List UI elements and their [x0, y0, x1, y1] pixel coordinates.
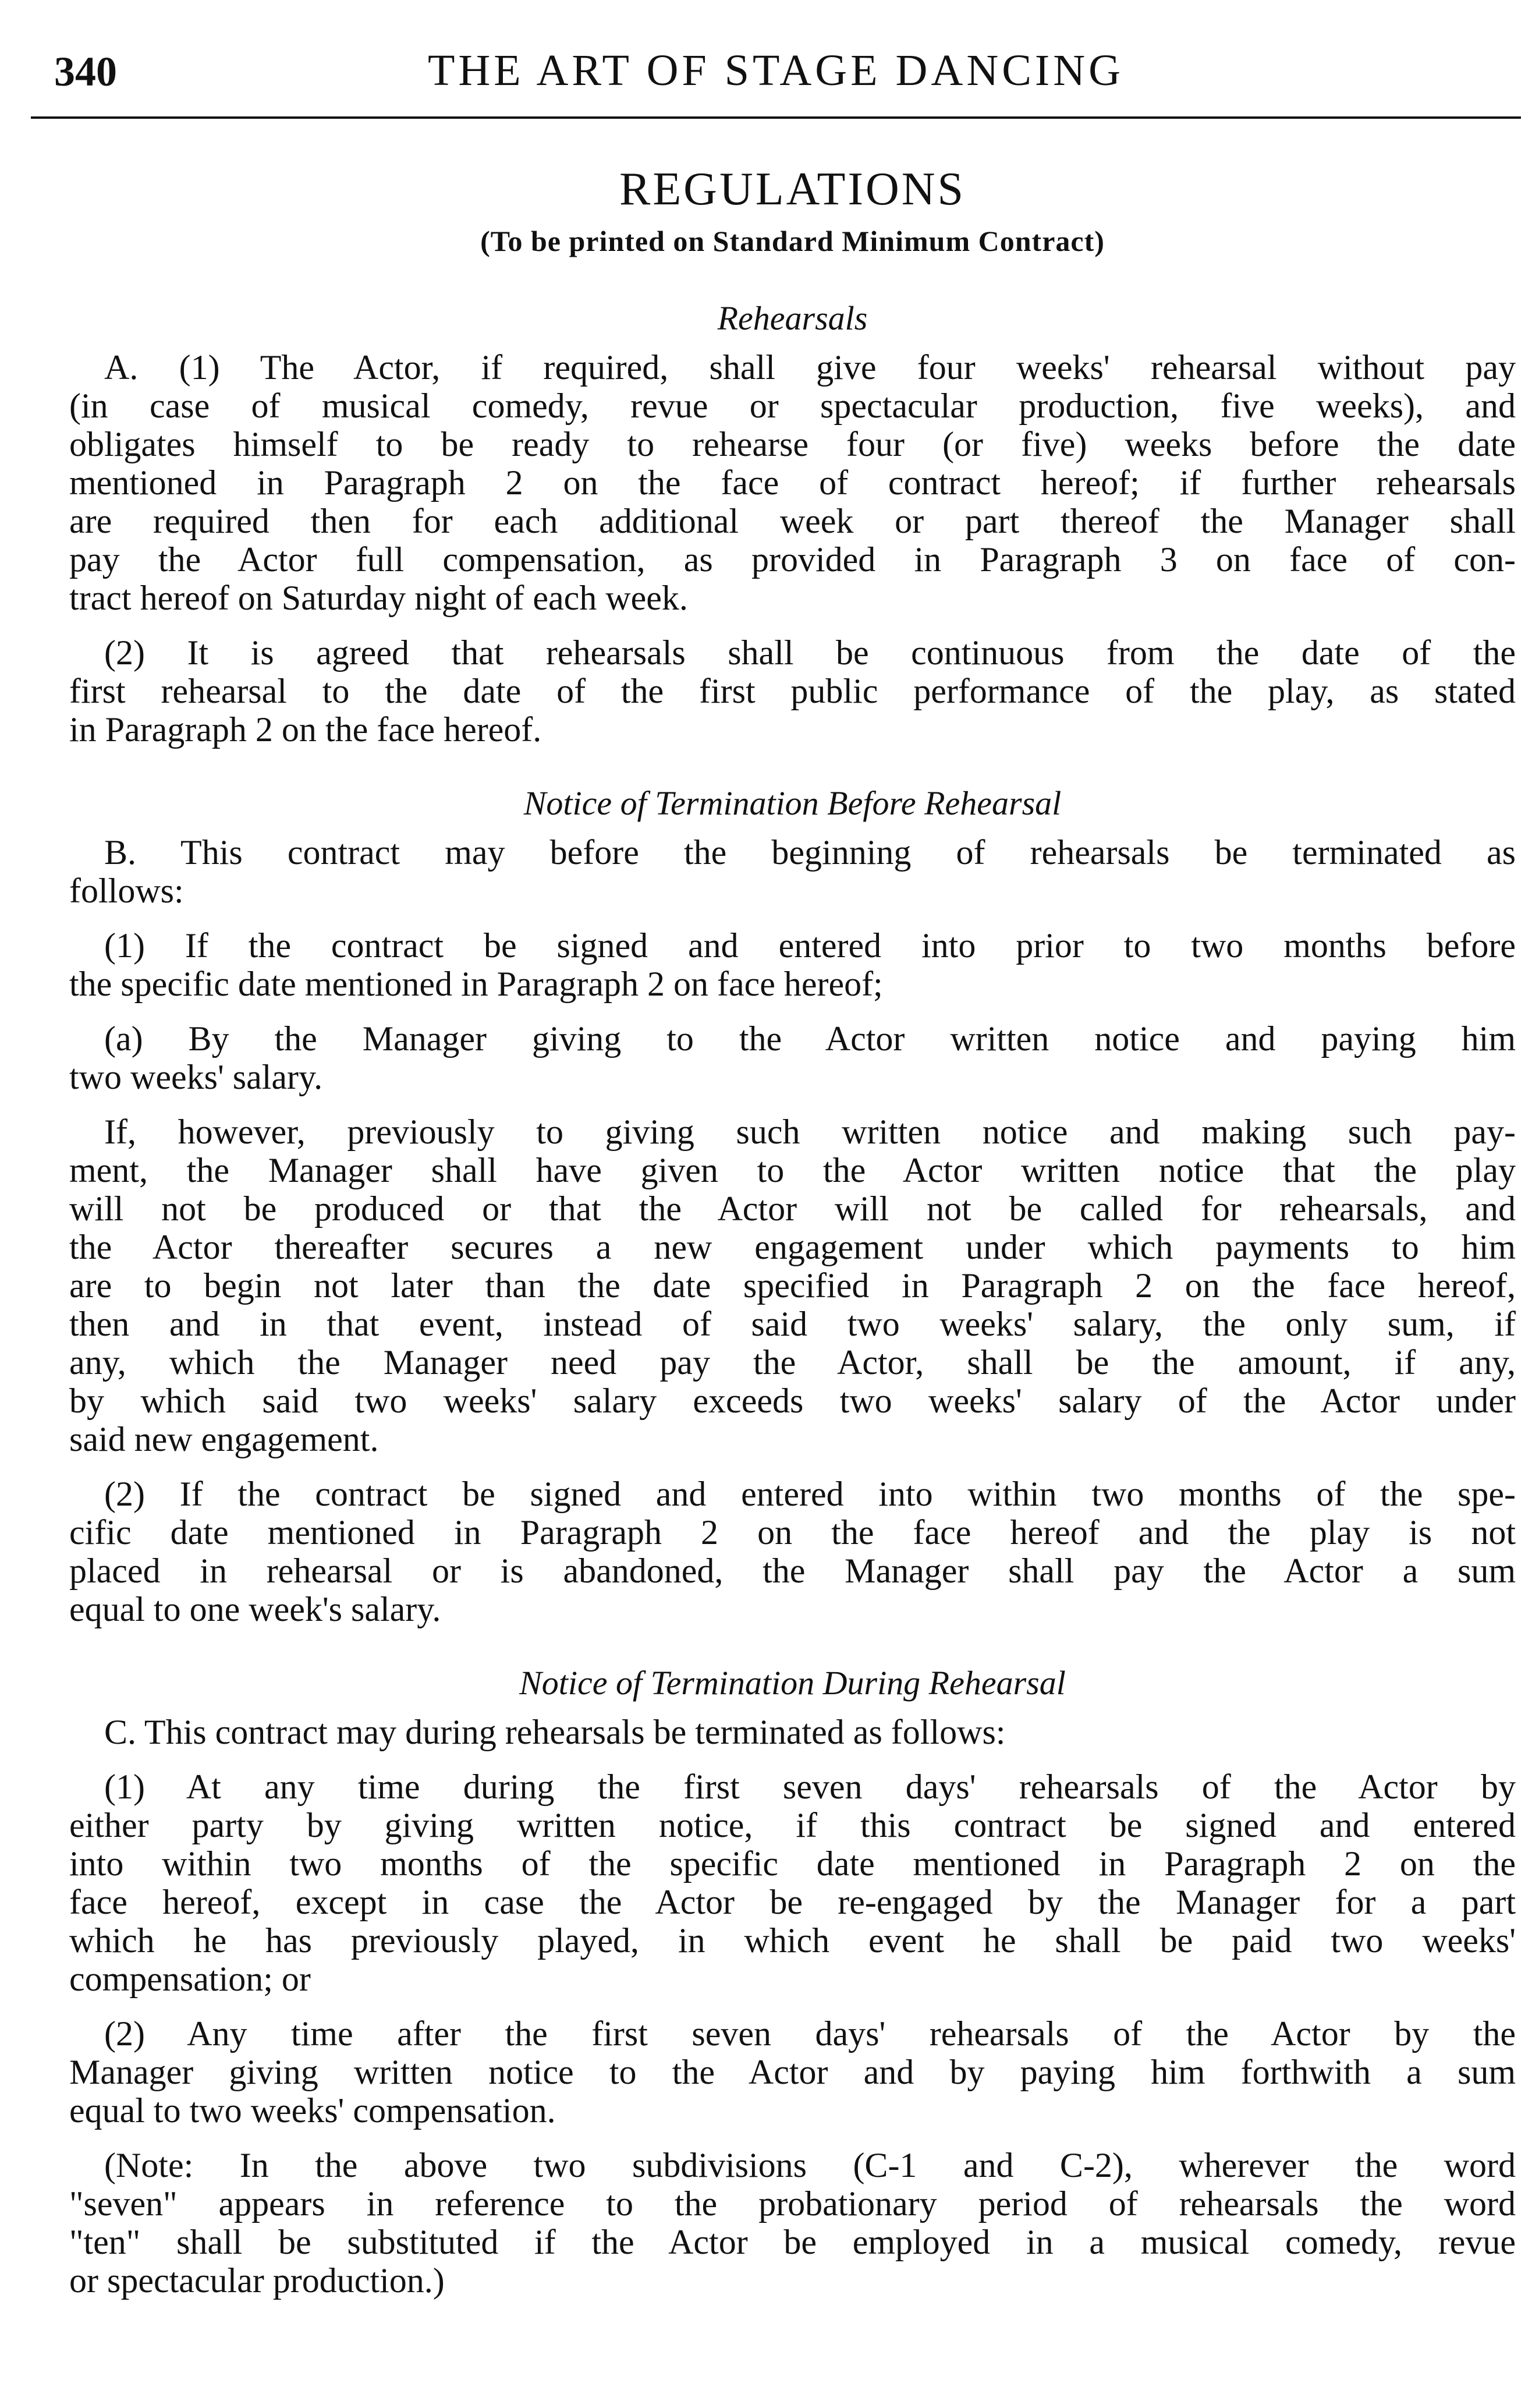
text-line: then and in that event, instead of said two weeks' salary, the only sum, if [69, 1305, 1516, 1343]
text-line: (in case of musical comedy, revue or spectacular production, five weeks), and [69, 387, 1516, 425]
text-line: If, however, previously to giving such written notice and making such pay- [104, 1113, 1516, 1151]
header-rule [31, 116, 1521, 119]
page-subtitle: (To be printed on Standard Minimum Contract) [480, 225, 1105, 257]
sections-container [69, 299, 1516, 2300]
text-line: (1) At any time during the first seven days' rehearsals of the Actor by [104, 1768, 1516, 1806]
text-line: placed in rehearsal or is abandoned, the Manager shall pay the Actor a sum [69, 1552, 1516, 1590]
text-line: the specific date mentioned in Paragraph 2 on face hereof; [69, 965, 883, 1003]
text-line: will not be produced or that the Actor will not be called for rehearsals, and [69, 1189, 1516, 1228]
text-line: the Actor thereafter secures a new engagement under which payments to him [69, 1228, 1516, 1266]
page-number: 340 [54, 48, 117, 95]
text-line: (2) It is agreed that rehearsals shall be continuous from the date of the [104, 633, 1516, 672]
text-line: said new engagement. [69, 1420, 379, 1458]
text-line: A. (1) The Actor, if required, shall give four weeks' rehearsal without pay [104, 348, 1516, 387]
page-title: REGULATIONS [619, 164, 966, 215]
text-line: obligates himself to be ready to rehearse four (or five) weeks before the date [69, 425, 1516, 463]
text-line: "seven" appears in reference to the probationary period of rehearsals the word [69, 2184, 1516, 2223]
section-heading: Notice of Termination Before Rehearsal [523, 784, 1062, 822]
paragraph [69, 348, 1516, 617]
text-line: (1) If the contract be signed and entered into prior to two months before [104, 926, 1516, 965]
paragraph [69, 633, 1516, 749]
text-line: are required then for each additional week or part thereof the Manager shall [69, 502, 1516, 540]
text-line: mentioned in Paragraph 2 on the face of contract hereof; if further rehearsals [69, 463, 1516, 502]
text-line: first rehearsal to the date of the first public performance of the play, as stated [69, 672, 1516, 710]
section-heading: Notice of Termination During Rehearsal [519, 1664, 1066, 1702]
text-line: tract hereof on Saturday night of each week. [69, 579, 688, 617]
text-line: pay the Actor full compensation, as provided in Paragraph 3 on face of con- [69, 540, 1516, 579]
text-line: in Paragraph 2 on the face hereof. [69, 710, 542, 749]
text-line: by which said two weeks' salary exceeds two weeks' salary of the Actor under [69, 1382, 1516, 1420]
text-line: or spectacular production.) [69, 2261, 445, 2300]
paragraph [69, 1475, 1516, 1628]
text-line: follows: [69, 872, 184, 910]
page-body [69, 163, 1516, 2335]
paragraph [69, 1768, 1516, 1998]
page-header [31, 35, 1521, 116]
running-title: THE ART OF STAGE DANCING [428, 46, 1124, 95]
text-line: face hereof, except in case the Actor be re-engaged by the Manager for a part [69, 1883, 1516, 1921]
text-line: two weeks' salary. [69, 1058, 323, 1096]
text-line: Manager giving written notice to the Actor and by paying him forthwith a sum [69, 2053, 1516, 2091]
text-line: "ten" shall be substituted if the Actor be employed in a musical comedy, revue [69, 2223, 1516, 2261]
text-line: equal to one week's salary. [69, 1590, 441, 1628]
text-line: C. This contract may during rehearsals be terminated as follows: [104, 1713, 1006, 1751]
paragraph [69, 2014, 1516, 2130]
text-line: which he has previously played, in which event he shall be paid two weeks' [69, 1921, 1516, 1960]
text-line: B. This contract may before the beginning of rehearsals be terminated as [104, 833, 1516, 872]
section [69, 784, 1516, 1628]
paragraph [69, 1019, 1516, 1096]
text-line: either party by giving written notice, if this contract be signed and entered [69, 1806, 1516, 1844]
text-line: any, which the Manager need pay the Actor, shall be the amount, if any, [69, 1343, 1516, 1382]
text-line: cific date mentioned in Paragraph 2 on the face hereof and the play is not [69, 1513, 1516, 1552]
section [69, 1663, 1516, 2300]
paragraph [69, 2146, 1516, 2300]
text-line: (Note: In the above two subdivisions (C-1 and C-2), wherever the word [104, 2146, 1516, 2184]
section [69, 299, 1516, 749]
paragraph [69, 1713, 1516, 1751]
text-line: equal to two weeks' compensation. [69, 2091, 556, 2130]
paragraph [69, 1113, 1516, 1458]
text-line: compensation; or [69, 1960, 311, 1998]
paragraph [69, 833, 1516, 910]
text-line: (2) If the contract be signed and entered into within two months of the spe- [104, 1475, 1516, 1513]
paragraph [69, 926, 1516, 1003]
text-line: (a) By the Manager giving to the Actor written notice and paying him [104, 1019, 1516, 1058]
text-line: are to begin not later than the date specified in Paragraph 2 on the face hereof, [69, 1266, 1516, 1305]
text-line: (2) Any time after the first seven days' rehearsals of the Actor by the [104, 2014, 1516, 2053]
section-heading: Rehearsals [717, 299, 868, 337]
text-line: ment, the Manager shall have given to the Actor written notice that the play [69, 1151, 1516, 1189]
text-line: into within two months of the specific date mentioned in Paragraph 2 on the [69, 1844, 1516, 1883]
